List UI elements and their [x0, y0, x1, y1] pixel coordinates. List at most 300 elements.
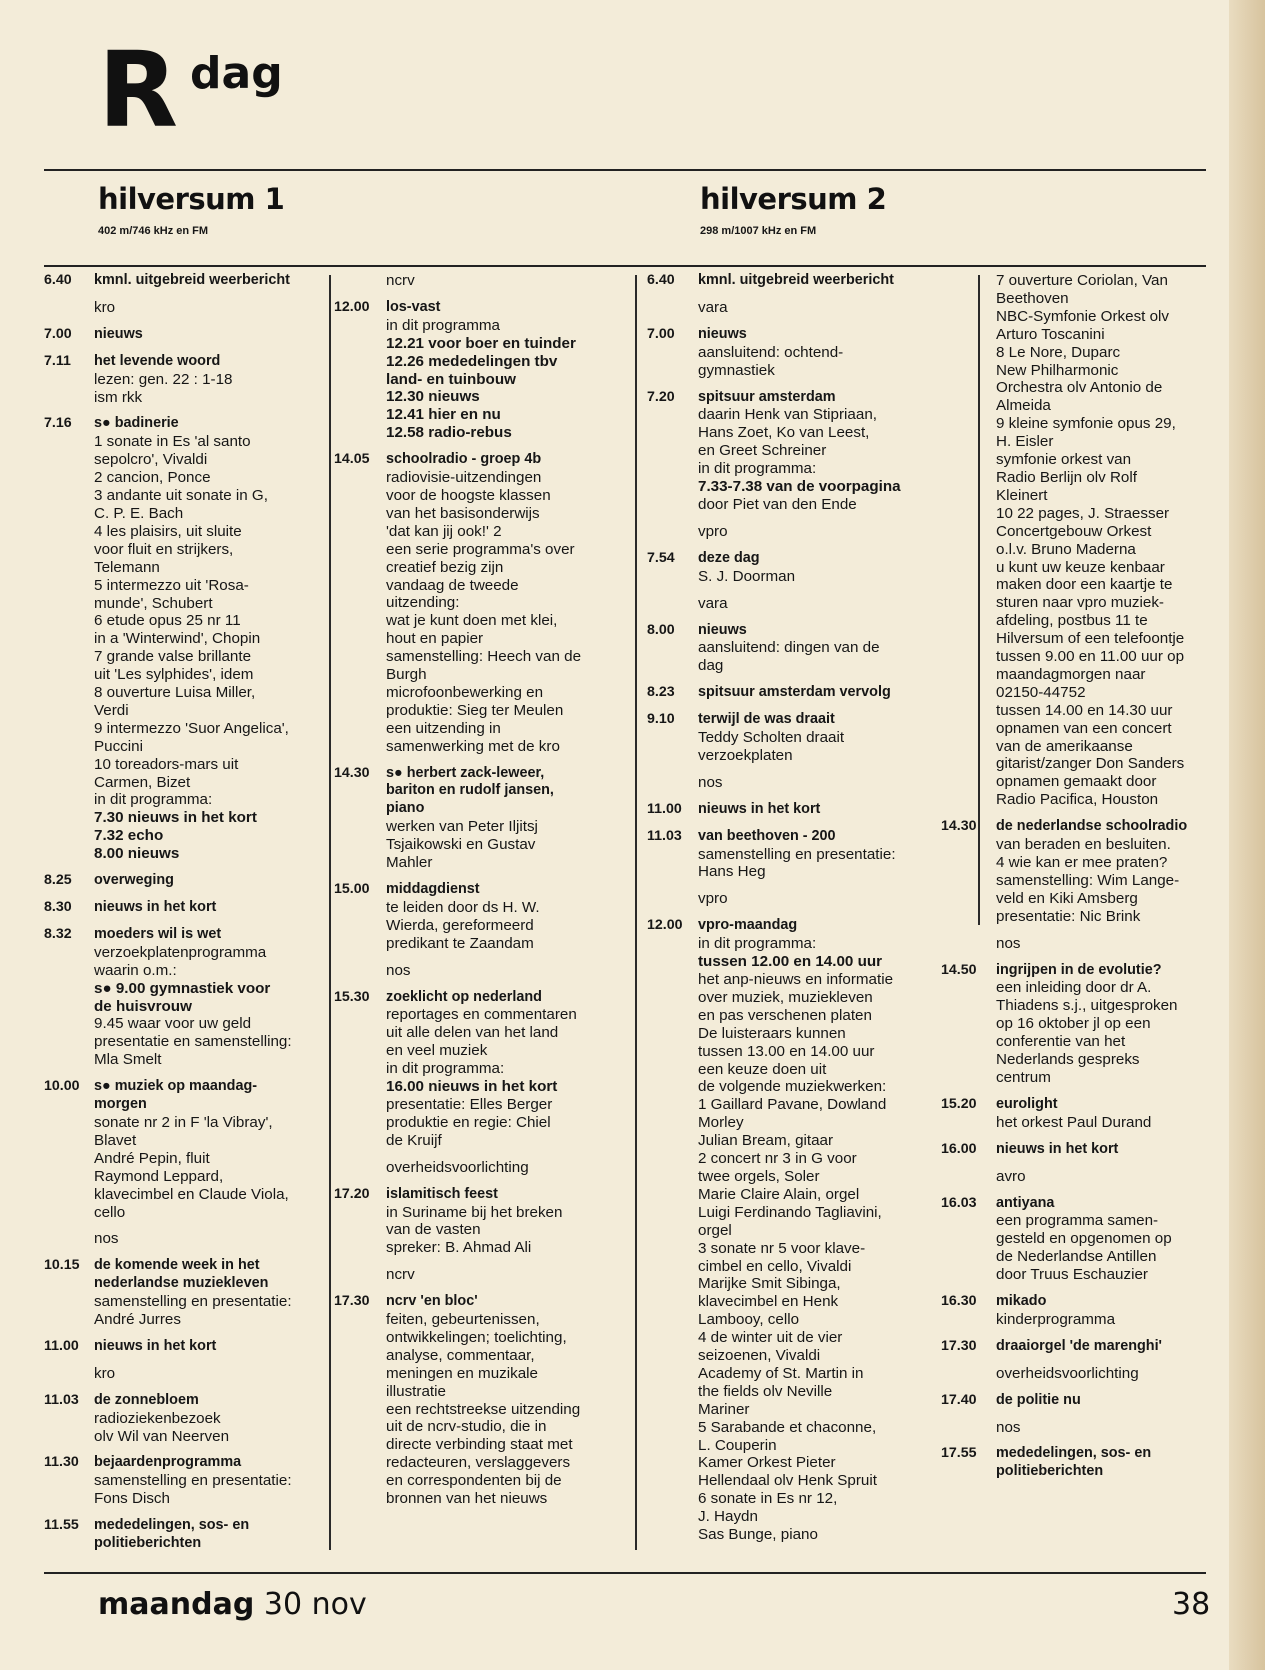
program-line: van beraden en besluiten. — [996, 836, 1171, 854]
program-highlight: de huisvrouw — [94, 997, 192, 1015]
program-time: 17.30 — [334, 1293, 370, 1310]
program-time: 16.30 — [941, 1293, 977, 1310]
program-line: centrum — [996, 1068, 1051, 1086]
program-title: spitsuur amsterdam vervolg — [698, 684, 891, 701]
program-line: verzoekplatenprogramma — [94, 943, 267, 961]
program-highlight: land- en tuinbouw — [386, 370, 516, 388]
program-title: de politie nu — [996, 1391, 1081, 1408]
program-line: 9 kleine symfonie opus 29, — [996, 415, 1176, 433]
program-line: wat je kunt doen met klei, — [386, 612, 558, 630]
program-time: 8.00 — [647, 621, 675, 638]
program-entry — [334, 765, 630, 872]
program-details — [996, 1096, 1223, 1132]
program-time: 17.20 — [334, 1185, 370, 1202]
program-line: conferentie van het — [996, 1033, 1126, 1051]
program-line: tussen 9.00 en 11.00 uur op — [996, 648, 1185, 666]
program-line: sturen naar vpro muziek- — [996, 594, 1164, 612]
program-line: radioziekenbezoek — [94, 1409, 221, 1427]
program-line: 4 de winter uit de vier — [698, 1329, 843, 1347]
program-time: 7.11 — [44, 352, 71, 369]
program-time: 8.23 — [647, 684, 675, 701]
program-line: 7 ouverture Coriolan, Van — [996, 272, 1168, 289]
program-details — [698, 326, 932, 380]
program-line: 7 grande valse brillante — [94, 648, 252, 666]
program-line: Tsjaikowski en Gustav — [386, 836, 536, 854]
program-line: olv Wil van Neerven — [94, 1427, 230, 1445]
program-entry — [647, 523, 932, 541]
program-line: feiten, gebeurtenissen, — [386, 1311, 540, 1329]
station-frequency: 298 m/1007 kHz en FM — [700, 225, 817, 237]
program-line: door Piet van den Ende — [698, 495, 857, 513]
program-line: en pas verschenen platen — [698, 1006, 872, 1024]
program-line: Hans Zoet, Ko van Leest, — [698, 424, 870, 442]
program-entry — [941, 1392, 1223, 1410]
program-entry — [334, 989, 630, 1150]
program-line: 9.45 waar voor uw geld — [94, 1015, 252, 1033]
program-line: en Greet Schreiner — [698, 442, 827, 460]
program-line: aansluitend: dingen van de — [698, 639, 880, 657]
program-details — [386, 989, 630, 1150]
schedule-column-4 — [941, 272, 1223, 1490]
program-details — [996, 272, 1223, 809]
program-line: microfoonbewerking en — [386, 683, 544, 701]
program-details — [698, 801, 932, 819]
program-entry — [941, 962, 1223, 1087]
program-entry — [647, 711, 932, 765]
program-line: en veel muziek — [386, 1042, 488, 1060]
program-entry — [647, 622, 932, 676]
program-details — [996, 1392, 1223, 1410]
program-details — [94, 415, 324, 863]
program-details — [94, 1257, 324, 1329]
program-entry — [647, 774, 932, 792]
program-details — [698, 774, 932, 792]
program-line: 5 Sarabande et chaconne, — [698, 1418, 877, 1436]
program-line: een rechtstreekse uitzending — [386, 1400, 581, 1418]
program-line: 3 sonate nr 5 voor klave- — [698, 1239, 866, 1257]
program-line: New Philharmonic — [996, 361, 1119, 379]
program-line: Concertgebouw Orkest — [996, 522, 1152, 540]
program-line: daarin Henk van Stipriaan, — [698, 406, 877, 424]
program-line: aansluitend: ochtend- — [698, 343, 844, 361]
program-entry — [44, 1230, 324, 1248]
program-highlight: 12.21 voor boer en tuinder — [386, 334, 576, 352]
program-line: munde', Schubert — [94, 594, 213, 612]
program-line: presentatie: Elles Berger — [386, 1095, 553, 1113]
program-line: vandaag de tweede — [386, 576, 519, 594]
program-time: 14.30 — [941, 818, 977, 835]
program-entry — [941, 818, 1223, 925]
program-entry — [647, 890, 932, 908]
program-line: uit alle delen van het land — [386, 1024, 559, 1042]
program-entry — [334, 451, 630, 755]
program-line: twee orgels, Soler — [698, 1167, 820, 1185]
program-entry — [334, 1159, 630, 1177]
header-rule — [44, 169, 1206, 171]
program-title: overweging — [94, 872, 174, 889]
program-line: Morley — [698, 1114, 744, 1132]
program-entry — [44, 1392, 324, 1446]
program-details — [996, 818, 1223, 925]
program-line: Radio Berlijn olv Rolf — [996, 468, 1137, 486]
program-title: morgen — [94, 1096, 147, 1113]
program-line: ncrv — [386, 1266, 415, 1284]
program-title: deze dag — [698, 549, 760, 566]
program-line: Lambooy, cello — [698, 1311, 800, 1329]
program-line: een keuze doen uit — [698, 1060, 827, 1078]
program-details — [386, 272, 630, 290]
program-line: vpro — [698, 522, 728, 540]
program-details — [698, 389, 932, 514]
program-line: Marijke Smit Sibinga, — [698, 1275, 841, 1293]
program-line: Wierda, gereformeerd — [386, 916, 534, 934]
program-title: bejaardenprogramma — [94, 1454, 242, 1471]
program-entry — [941, 1445, 1223, 1481]
program-line: Fons Disch — [94, 1490, 170, 1508]
program-title: ncrv 'en bloc' — [386, 1293, 478, 1310]
program-entry — [647, 389, 932, 514]
program-entry — [44, 1365, 324, 1383]
program-details — [386, 881, 630, 953]
program-highlight: tussen 12.00 en 14.00 uur — [698, 953, 883, 971]
page-number: 38 — [1172, 1587, 1211, 1622]
program-line: tussen 13.00 en 14.00 uur — [698, 1042, 875, 1060]
program-line: opnamen gemaakt door — [996, 773, 1157, 791]
program-line: veld en Kiki Amsberg — [996, 889, 1138, 907]
schedule-top-rule — [44, 265, 1206, 267]
footer-rule — [44, 1572, 1206, 1574]
program-highlight: 7.30 nieuws in het kort — [94, 809, 257, 827]
program-title: mikado — [996, 1293, 1047, 1310]
program-title: draaiorgel 'de marenghi' — [996, 1337, 1162, 1354]
program-time: 7.20 — [647, 388, 675, 405]
program-title: politieberichten — [94, 1535, 202, 1552]
program-line: voor de hoogste klassen — [386, 486, 551, 504]
program-line: de Kruijf — [386, 1131, 442, 1149]
program-entry — [44, 926, 324, 1069]
program-title: de komende week in het — [94, 1257, 260, 1274]
program-entry — [44, 1257, 324, 1329]
program-title: nieuws in het kort — [996, 1140, 1119, 1157]
station-name: hilversum 2 — [700, 182, 887, 216]
program-line: Raymond Leppard, — [94, 1167, 224, 1185]
program-line: avro — [996, 1167, 1026, 1185]
program-line: kro — [94, 298, 116, 316]
program-line: Julian Bream, gitaar — [698, 1132, 834, 1150]
program-line: sonate nr 2 in F 'la Vibray', — [94, 1113, 273, 1131]
program-highlight: 12.58 radio-rebus — [386, 424, 512, 442]
program-title: terwijl de was draait — [698, 711, 835, 728]
program-line: nos — [386, 961, 411, 979]
program-line: Beethoven — [996, 289, 1069, 307]
program-line: meningen en muzikale — [386, 1364, 538, 1382]
program-line: Mariner — [698, 1400, 750, 1418]
program-details — [94, 272, 324, 290]
program-entry — [44, 1338, 324, 1356]
program-highlight: s● 9.00 gymnastiek voor — [94, 979, 271, 997]
program-line: sepolcro', Vivaldi — [94, 451, 208, 469]
station-hilversum-1 — [98, 182, 284, 238]
program-line: door Truus Eschauzier — [996, 1266, 1148, 1284]
program-line: Mahler — [386, 854, 433, 872]
program-line: een programma samen- — [996, 1212, 1159, 1230]
program-details — [698, 684, 932, 702]
program-line: illustratie — [386, 1382, 446, 1400]
program-line: Carmen, Bizet — [94, 773, 191, 791]
program-line: 'dat kan jij ook!' 2 — [386, 522, 502, 540]
program-line: NBC-Symfonie Orkest olv — [996, 307, 1170, 325]
program-line: Puccini — [94, 737, 143, 755]
program-line: in dit programma: — [94, 791, 213, 809]
program-title: nieuws in het kort — [94, 899, 217, 915]
program-title: mededelingen, sos- en — [996, 1445, 1152, 1462]
program-entry — [647, 299, 932, 317]
program-details — [698, 917, 932, 1544]
program-time: 14.05 — [334, 451, 370, 468]
program-title: los-vast — [386, 298, 441, 315]
program-line: verzoekplaten — [698, 746, 793, 764]
program-entry — [647, 828, 932, 882]
logo-letter: R — [98, 29, 175, 151]
program-line: the fields olv Neville — [698, 1382, 833, 1400]
program-time: 11.03 — [44, 1391, 79, 1408]
program-line: 10 toreadors-mars uit — [94, 755, 239, 773]
program-details — [94, 353, 324, 407]
program-entry — [941, 1168, 1223, 1186]
program-details — [996, 1445, 1223, 1481]
program-line: Hilversum of een telefoontje — [996, 630, 1185, 648]
program-title: islamitisch feest — [386, 1185, 498, 1202]
program-title: van beethoven - 200 — [698, 827, 836, 844]
program-line: in dit programma: — [698, 935, 817, 953]
program-time: 8.25 — [44, 872, 72, 889]
program-line: nos — [996, 1418, 1021, 1436]
program-line: seizoenen, Vivaldi — [698, 1347, 821, 1365]
program-details — [386, 1159, 630, 1177]
program-line: van de vasten — [386, 1221, 481, 1239]
program-title: s● herbert zack-leweer, — [386, 764, 545, 781]
program-details — [996, 1168, 1223, 1186]
program-line: 3 andante uit sonate in G, — [94, 487, 268, 505]
footer-weekday: maandag — [98, 1587, 255, 1622]
program-details — [94, 899, 324, 917]
program-entry — [334, 881, 630, 953]
program-line: een uitzending in — [386, 719, 501, 737]
program-title: nieuws — [698, 325, 747, 342]
program-line: ncrv — [386, 272, 415, 289]
program-time: 11.55 — [44, 1517, 79, 1534]
program-line: in Suriname bij het breken — [386, 1203, 563, 1221]
program-line: het anp-nieuws en informatie — [698, 971, 894, 988]
program-line: S. J. Doorman — [698, 567, 796, 585]
program-line: 6 etude opus 25 nr 11 — [94, 612, 241, 630]
program-line: Verdi — [94, 701, 129, 719]
program-line: tussen 14.00 en 14.30 uur — [996, 701, 1173, 719]
program-details — [698, 622, 932, 676]
program-details — [386, 1293, 630, 1508]
program-title: nieuws in het kort — [698, 800, 821, 817]
program-line: Luigi Ferdinando Tagliavini, — [698, 1203, 882, 1221]
schedule-column-3 — [647, 272, 932, 1553]
program-title: antiyana — [996, 1194, 1055, 1211]
program-line: uitzending: — [386, 594, 460, 612]
program-details — [996, 1293, 1223, 1329]
program-line: presentatie: Nic Brink — [996, 907, 1141, 925]
program-details — [94, 1338, 324, 1356]
page-edge-shadow — [1229, 0, 1265, 1670]
program-line: spreker: B. Ahmad Ali — [386, 1239, 532, 1257]
program-line: nos — [94, 1230, 119, 1248]
program-line: 02150-44752 — [996, 683, 1086, 701]
program-time: 10.00 — [44, 1078, 80, 1095]
program-title: eurolight — [996, 1095, 1058, 1112]
program-entry — [647, 326, 932, 380]
program-title: de nederlandse schoolradio — [996, 818, 1188, 835]
program-line: Almeida — [996, 397, 1051, 415]
program-line: Arturo Toscanini — [996, 325, 1105, 343]
program-line: overheidsvoorlichting — [996, 1364, 1139, 1382]
program-line: samenstelling en presentatie: — [94, 1472, 292, 1490]
program-time: 12.00 — [334, 298, 370, 315]
program-entry — [44, 272, 324, 290]
program-line: gesteld en opgenomen op — [996, 1230, 1172, 1248]
program-time: 11.00 — [44, 1337, 79, 1354]
program-line: ontwikkelingen; toelichting, — [386, 1328, 567, 1346]
program-line: op 16 oktober jl op een — [996, 1015, 1151, 1033]
program-entry — [44, 353, 324, 407]
program-entry — [44, 1454, 324, 1508]
program-line: samenwerking met de kro — [386, 737, 560, 755]
program-line: 2 cancion, Ponce — [94, 469, 211, 487]
program-line: overheidsvoorlichting — [386, 1158, 529, 1176]
program-line: creatief bezig zijn — [386, 558, 504, 576]
program-details — [698, 828, 932, 882]
program-line: afdeling, postbus 11 te — [996, 612, 1148, 630]
program-time: 17.55 — [941, 1445, 977, 1462]
program-title: piano — [386, 800, 425, 817]
program-line: Teddy Scholten draait — [698, 729, 845, 747]
program-title: nieuws — [698, 621, 747, 638]
program-line: uit de ncrv-studio, die in — [386, 1418, 547, 1436]
program-entry — [647, 595, 932, 613]
program-line: samenstelling en presentatie: — [94, 1293, 292, 1311]
program-time: 14.50 — [941, 961, 977, 978]
program-entry — [941, 272, 1223, 809]
program-highlight: 12.30 nieuws — [386, 388, 480, 406]
program-line: 2 concert nr 3 in G voor — [698, 1150, 857, 1168]
column-divider — [635, 275, 637, 1550]
program-details — [698, 523, 932, 541]
program-line: 1 Gaillard Pavane, Dowland — [698, 1096, 887, 1114]
program-details — [94, 299, 324, 317]
program-entry — [941, 1365, 1223, 1383]
program-entry — [941, 1141, 1223, 1159]
program-details — [996, 1338, 1223, 1356]
program-line: klavecimbel en Claude Viola, — [94, 1185, 289, 1203]
station-frequency: 402 m/746 kHz en FM — [98, 225, 209, 237]
program-title: de zonnebloem — [94, 1391, 199, 1408]
program-details — [94, 1230, 324, 1248]
program-line: nos — [698, 773, 723, 791]
program-entry — [941, 935, 1223, 953]
rdag-logo — [98, 29, 438, 156]
program-details — [698, 711, 932, 765]
program-title: ingrijpen in de evolutie? — [996, 961, 1162, 978]
program-details — [94, 872, 324, 890]
program-time: 17.30 — [941, 1337, 977, 1354]
program-line: hout en papier — [386, 630, 484, 648]
program-time: 11.00 — [647, 800, 682, 817]
program-line: de volgende muziekwerken: — [698, 1078, 887, 1096]
program-time: 8.30 — [44, 899, 72, 915]
program-line: een inleiding door dr A. — [996, 979, 1152, 997]
program-details — [94, 1517, 324, 1553]
footer-day-month: 30 nov — [263, 1587, 367, 1622]
schedule-column-2 — [334, 272, 630, 1517]
program-line: 8 Le Nore, Duparc — [996, 343, 1121, 361]
program-title: s● badinerie — [94, 415, 179, 432]
program-details — [386, 451, 630, 755]
logo-suffix: dag — [190, 48, 283, 99]
program-line: de Nederlandse Antillen — [996, 1248, 1157, 1266]
program-line: Hans Heg — [698, 863, 766, 881]
program-time: 15.00 — [334, 881, 370, 897]
program-title: het levende woord — [94, 352, 221, 369]
program-line: bronnen van het nieuws — [386, 1490, 548, 1508]
program-entry — [941, 1293, 1223, 1329]
program-line: in dit programma — [386, 316, 500, 334]
program-highlight: 12.41 hier en nu — [386, 406, 501, 424]
program-entry — [334, 299, 630, 442]
program-entry — [941, 1419, 1223, 1437]
program-time: 6.40 — [44, 272, 72, 288]
program-line: Hellendaal olv Henk Spruit — [698, 1472, 877, 1490]
program-line: H. Eisler — [996, 433, 1054, 451]
program-line: produktie: Sieg ter Meulen — [386, 701, 564, 719]
program-title: nieuws in het kort — [94, 1337, 217, 1354]
program-time: 9.10 — [647, 711, 675, 728]
program-entry — [647, 801, 932, 819]
program-title: nieuws — [94, 325, 143, 342]
program-time: 10.15 — [44, 1257, 80, 1274]
program-line: Thiadens s.j., uitgesproken — [996, 997, 1178, 1015]
program-line: André Pepin, fluit — [94, 1149, 210, 1167]
program-time: 16.03 — [941, 1194, 977, 1211]
program-time: 16.00 — [941, 1140, 977, 1157]
program-line: vara — [698, 298, 728, 316]
program-details — [698, 299, 932, 317]
program-line: Marie Claire Alain, orgel — [698, 1185, 860, 1203]
schedule-column-1 — [44, 272, 324, 1562]
program-details — [94, 1392, 324, 1446]
program-highlight: 8.00 nieuws — [94, 845, 180, 863]
program-line: Blavet — [94, 1131, 137, 1149]
program-line: in dit programma: — [386, 1060, 505, 1078]
program-line: opnamen van een concert — [996, 719, 1172, 737]
program-line: samenstelling: Heech van de — [386, 648, 582, 666]
program-entry — [941, 1338, 1223, 1356]
program-details — [996, 935, 1223, 953]
program-details — [386, 962, 630, 980]
program-line: J. Haydn — [698, 1508, 758, 1526]
program-time: 12.00 — [647, 917, 683, 934]
program-line: 4 les plaisirs, uit sluite — [94, 522, 242, 540]
program-line: maken door een kaartje te — [996, 576, 1173, 594]
program-title: vpro-maandag — [698, 917, 798, 934]
program-line: kinderprogramma — [996, 1310, 1116, 1328]
program-line: in dit programma: — [698, 460, 817, 478]
program-line: nos — [996, 934, 1021, 952]
